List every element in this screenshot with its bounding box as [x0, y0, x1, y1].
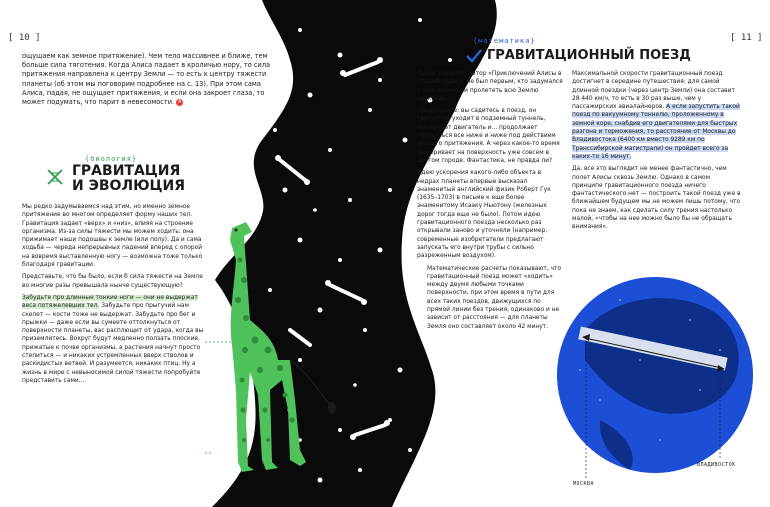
intro-text-block [22, 52, 280, 107]
bio-title-line2: И ЭВОЛЮЦИЯ [72, 178, 185, 194]
bio-title [72, 164, 185, 194]
math-col2-paragraph-1 [572, 70, 742, 161]
checkmark-icon [465, 48, 483, 64]
chapter-mark: А [178, 98, 182, 105]
math-col1-paragraph-1: Льюис Кэрролл, автор «Приключений Алисы в Стране чудес», не был первым, кто задумался о том, можно ли пролететь всю Землю насквозь. [417, 71, 563, 102]
math-column-1 [417, 70, 565, 335]
math-title: ГРАВИТАЦИОННЫЙ ПОЕЗД [487, 48, 691, 63]
math-col1-quote: Представьте: вы садитесь в поезд, он трогается, уходит в подземный туннель, выключает двигатель и... продолжает опускаться все ниже и ниже под действием земного притяжения. А через какое-то время выныривает на поверхность уже совсем в другом городе. Фантастика, не правда ли? [417, 108, 560, 164]
page-number-left: [ 10 ] [8, 33, 41, 43]
bio-text-block [22, 203, 210, 385]
label-moscow: МОСКВА [573, 481, 595, 487]
dna-icon [44, 166, 66, 188]
bio-title-line1: ГРАВИТАЦИЯ [72, 163, 181, 179]
label-vladivostok: ВЛАДИВОСТОК [697, 462, 736, 468]
math-col2-highlight: А если запустить такой поезд по вакуумному тоннелю, проложенному в земной коре, снабдив его двигателями для быстрых разгона и торможения, то расстояние от Москвы до Владивостока (6400 км вместо 9289 км по Транссибирской магистрали) он пройдет всего за каких-то 16 минут. [572, 104, 740, 160]
intro-paragraph: ощущаем как земное притяжение). Чем тело массивнее и ближе, тем больше сила тяготения. Когда Алиса падает в кроличью нору, то сила притяжения направлена к центру Земли — то есть к центру тяжести планеты (об этом мы поговорим подробнее на с. 13). При этом сама Алиса, падая, не ощущает притяжения, и если она закроет глаза, то может подумать, что парит в невесомости. [22, 52, 271, 107]
math-category: {математика} [473, 37, 536, 45]
bio-category: {биология} [85, 155, 138, 163]
bio-paragraph-1: Мы редко задумываемся над этим, но именно земное притяжение во многом определяет форму наших тел. Гравитация задает «верх» и «низ», влияя на строение организма. Из-за силы тяжести мы можем ходить: она прижимает наши подошвы к земле (или полу). Да и сама ходьба — череда непрерывных падений вперед с опорой на вовремя выставленную ногу — возможна тоже только благодаря гравитации. [22, 204, 203, 269]
bio-highlight: Забудьте про длинные тонкие ноги — они не выдержат веса потяжелевших тел. [22, 294, 198, 310]
bio-paragraph-3-rest: Забудьте про прыгучий нам скелет — кости тоже не выдержат. Забудьте про бег и прыжки — даже если вы сумеете оттолкнуться от поверхности планеты, вас расплющит от удара, когда вы приземлитесь. Вокруг будут медленно ползать плоские, прижатые к почве организмы, а растения начнут просто стелиться — и никаких устремленных вверх стволов и раскидистых ветвей. И разумеется, никаких птиц. Ну а жизнь в мире с невыносимой силой тяжести попробуйте представить сами... [22, 303, 204, 384]
math-col1-paragraph-2: Идею ускорения какого-либо объекта в недрах планеты впервые высказал знаменитый английский физик Роберт Гук (1635–1703) в письме к еще более знаменитому Исааку Ньютону (железных дорог тогда еще не было). Потом идею гравитационного поезда несколько раз открывали заново и уточняли (например, современные изобретатели предлагают запускать его внутри трубы с сильно разреженным воздухом). [417, 170, 551, 260]
math-col1-paragraph-3: Математические расчеты показывают, что гравитационный поезд может «ходить» между двумя любыми точками поверхности, при этом время в пути для всех таких поездов, движущихся по прямой линии без трения, одинаково и не зависит от расстояния — для планеты Земля оно составляет около 42 минут. [427, 265, 562, 330]
math-col2-paragraph-2: Да, все это выглядит не менее фантастично, чем полет Алисы сквозь Землю. Однако в самом принципе гравитационного поезда ничего фантастического нет — построить такой поезд уже в ближайшем будущем мы не можем лишь потому, что пока не знаем, как сделать силу трения настолько малой, «чтобы на нее можно было бы не обращать внимания». [572, 166, 741, 231]
math-column-2 [572, 70, 742, 236]
math-col2-text: Максимальной скорости гравитационный поезд достигнет в середине путешествия: для самой длинной поездки (через центр Земли) она составит 28 440 км/ч, то есть в 30 раз выше, чем у пассажирских авиалайнеров. [572, 71, 735, 111]
bio-paragraph-2: Представьте, что бы было, если б сила тяжести на Земле во многие разы превышала нынче существующую? [22, 274, 203, 289]
globe-illustration [557, 277, 753, 478]
page-number-right: [ 11 ] [730, 33, 763, 43]
bio-paragraph-3 [22, 294, 210, 385]
